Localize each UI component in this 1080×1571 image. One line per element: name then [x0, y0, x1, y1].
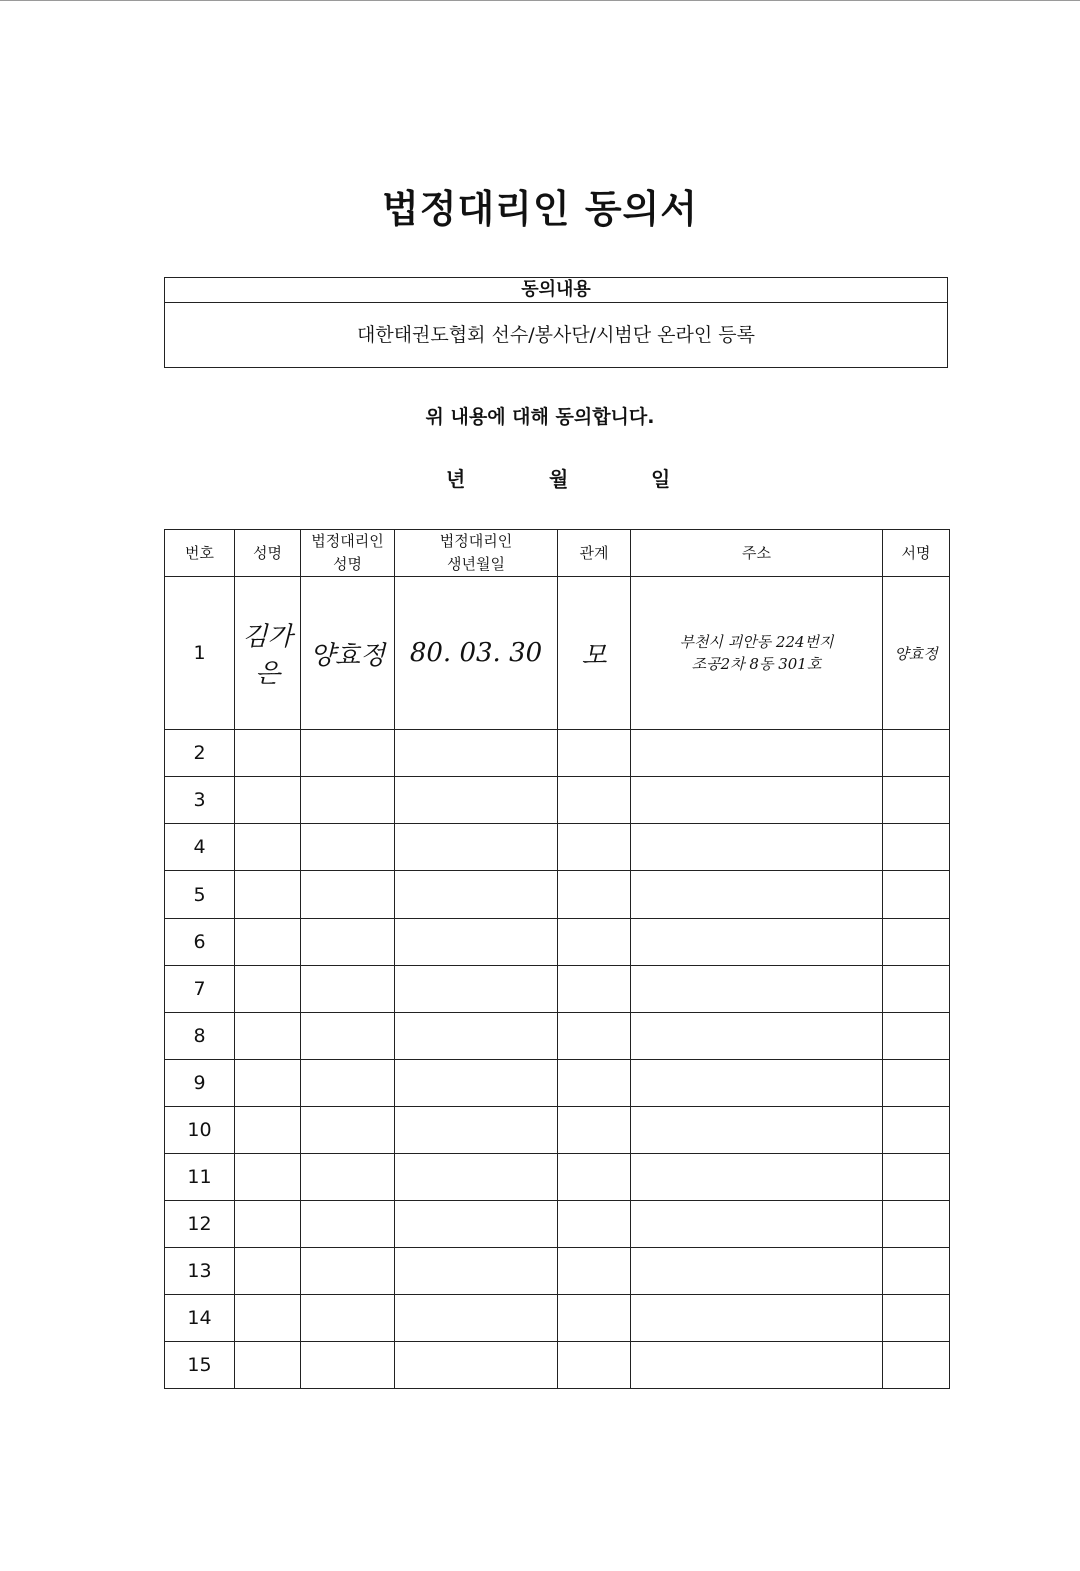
cell-name[interactable] [235, 730, 301, 777]
header-address: 주소 [631, 530, 883, 577]
header-name: 성명 [235, 530, 301, 577]
cell-relation[interactable] [558, 1294, 631, 1341]
cell-address[interactable] [631, 1059, 883, 1106]
table-row [165, 1200, 950, 1247]
cell-relation[interactable] [558, 1247, 631, 1294]
header-guardian-name-line1: 법정대리인 [311, 532, 384, 550]
cell-guardian-name[interactable] [301, 1294, 395, 1341]
cell-guardian-birth[interactable] [395, 824, 558, 871]
cell-relation[interactable] [558, 1059, 631, 1106]
cell-guardian-name[interactable] [301, 824, 395, 871]
header-guardian-birth [395, 530, 558, 577]
cell-address[interactable] [631, 1294, 883, 1341]
cell-name[interactable] [235, 1247, 301, 1294]
agree-statement: 위 내용에 대해 동의합니다. [425, 406, 655, 428]
handwritten-address-line1: 부천시 괴안동 224번지 [679, 633, 834, 652]
row-number: 12 [165, 1200, 235, 1247]
row-number: 5 [165, 871, 235, 918]
cell-guardian-birth[interactable] [395, 1294, 558, 1341]
cell-relation[interactable] [558, 824, 631, 871]
date-day-label: 일 [651, 467, 671, 491]
handwritten-address-line2: 조공2차 8동 301호 [691, 655, 822, 674]
cell-signature[interactable] [883, 1012, 950, 1059]
cell-relation[interactable] [558, 1012, 631, 1059]
header-signature: 서명 [883, 530, 950, 577]
cell-guardian-name[interactable] [301, 1012, 395, 1059]
cell-guardian-name[interactable] [301, 965, 395, 1012]
cell-name[interactable] [235, 918, 301, 965]
cell-address[interactable] [631, 1106, 883, 1153]
cell-relation[interactable] [558, 1153, 631, 1200]
table-row [165, 577, 950, 730]
cell-guardian-birth[interactable] [395, 871, 558, 918]
header-guardian-birth-line1: 법정대리인 [439, 532, 513, 550]
handwritten-signature-text: 양효정 [894, 645, 938, 664]
row-number: 10 [165, 1106, 235, 1153]
cell-guardian-birth[interactable] [395, 1341, 558, 1388]
table-row [165, 1059, 950, 1106]
cell-name[interactable] [235, 1059, 301, 1106]
cell-signature[interactable] [883, 871, 950, 918]
row-number: 9 [165, 1059, 235, 1106]
cell-address[interactable] [631, 730, 883, 777]
cell-name[interactable] [235, 1012, 301, 1059]
cell-signature[interactable] [883, 965, 950, 1012]
cell-signature[interactable] [883, 918, 950, 965]
cell-guardian-birth[interactable] [395, 1153, 558, 1200]
handwritten-guardian-name [301, 577, 395, 730]
cell-name[interactable] [235, 1294, 301, 1341]
cell-address[interactable] [631, 1012, 883, 1059]
cell-guardian-name[interactable] [301, 1247, 395, 1294]
row-number: 11 [165, 1153, 235, 1200]
cell-guardian-birth[interactable] [395, 777, 558, 824]
header-guardian-birth-line2: 생년월일 [447, 555, 505, 573]
cell-name[interactable] [235, 1106, 301, 1153]
row-number: 2 [165, 730, 235, 777]
cell-guardian-birth[interactable] [395, 1106, 558, 1153]
handwritten-guardian-birth-text: 80. 03. 30 [409, 638, 543, 669]
handwritten-name-text: 김가은 [242, 622, 293, 690]
cell-guardian-name[interactable] [301, 1106, 395, 1153]
cell-name[interactable] [235, 871, 301, 918]
cell-guardian-name[interactable] [301, 1059, 395, 1106]
cell-address[interactable] [631, 918, 883, 965]
cell-address[interactable] [631, 965, 883, 1012]
handwritten-guardian-name-text: 양효정 [309, 640, 386, 671]
cell-guardian-birth[interactable] [395, 1059, 558, 1106]
table-row [165, 1294, 950, 1341]
cell-guardian-name[interactable] [301, 1153, 395, 1200]
row-number: 6 [165, 918, 235, 965]
table-row [165, 1341, 950, 1388]
table-row [165, 1153, 950, 1200]
cell-signature[interactable] [883, 1153, 950, 1200]
cell-signature[interactable] [883, 1106, 950, 1153]
consent-body: 대한태권도협회 선수/봉사단/시범단 온라인 등록 [356, 324, 755, 346]
cell-signature[interactable] [883, 824, 950, 871]
cell-name[interactable] [235, 1153, 301, 1200]
cell-relation[interactable] [558, 965, 631, 1012]
cell-guardian-name[interactable] [301, 777, 395, 824]
cell-guardian-birth[interactable] [395, 1247, 558, 1294]
cell-guardian-birth[interactable] [395, 918, 558, 965]
header-guardian-name-line2: 성명 [333, 555, 362, 573]
cell-address[interactable] [631, 777, 883, 824]
handwritten-guardian-birth [395, 577, 558, 730]
cell-guardian-birth[interactable] [395, 965, 558, 1012]
table-row [165, 918, 950, 965]
cell-relation[interactable] [558, 918, 631, 965]
cell-name[interactable] [235, 965, 301, 1012]
table-row [165, 1247, 950, 1294]
top-rule [0, 0, 1080, 1]
cell-address[interactable] [631, 1247, 883, 1294]
table-row [165, 871, 950, 918]
handwritten-relation [558, 577, 631, 730]
cell-relation[interactable] [558, 1200, 631, 1247]
table-row [165, 965, 950, 1012]
cell-relation[interactable] [558, 1341, 631, 1388]
row-number: 1 [165, 577, 235, 730]
cell-guardian-name[interactable] [301, 1341, 395, 1388]
cell-address[interactable] [631, 1153, 883, 1200]
date-year-label: 년 [446, 467, 466, 491]
table-row [165, 1106, 950, 1153]
header-relation: 관계 [558, 530, 631, 577]
handwritten-signature [883, 577, 950, 730]
row-number: 15 [165, 1341, 235, 1388]
cell-signature[interactable] [883, 730, 950, 777]
table-header-row [165, 530, 950, 577]
document-title: 법정대리인 동의서 [382, 187, 698, 231]
cell-name[interactable] [235, 777, 301, 824]
row-number: 14 [165, 1294, 235, 1341]
cell-address[interactable] [631, 871, 883, 918]
cell-guardian-birth[interactable] [395, 730, 558, 777]
row-number: 3 [165, 777, 235, 824]
row-number: 13 [165, 1247, 235, 1294]
table-row [165, 777, 950, 824]
cell-relation[interactable] [558, 777, 631, 824]
cell-name[interactable] [235, 824, 301, 871]
cell-guardian-birth[interactable] [395, 1200, 558, 1247]
cell-relation[interactable] [558, 1106, 631, 1153]
cell-guardian-birth[interactable] [395, 1012, 558, 1059]
consent-box [164, 277, 948, 368]
table-row [165, 824, 950, 871]
cell-relation[interactable] [558, 871, 631, 918]
handwritten-name [235, 577, 301, 730]
cell-relation[interactable] [558, 730, 631, 777]
cell-guardian-name[interactable] [301, 871, 395, 918]
handwritten-address [631, 577, 883, 730]
date-month-label: 월 [549, 467, 569, 491]
row-number: 8 [165, 1012, 235, 1059]
cell-signature[interactable] [883, 1247, 950, 1294]
cell-guardian-name[interactable] [301, 730, 395, 777]
cell-address[interactable] [631, 1341, 883, 1388]
cell-signature[interactable] [883, 1341, 950, 1388]
table-row [165, 1012, 950, 1059]
cell-address[interactable] [631, 1200, 883, 1247]
cell-address[interactable] [631, 824, 883, 871]
cell-signature[interactable] [883, 1059, 950, 1106]
cell-name[interactable] [235, 1200, 301, 1247]
table-row [165, 730, 950, 777]
cell-signature[interactable] [883, 1294, 950, 1341]
header-guardian-name [301, 530, 395, 577]
row-number: 4 [165, 824, 235, 871]
cell-signature[interactable] [883, 777, 950, 824]
handwritten-relation-text: 모 [581, 640, 607, 671]
cell-signature[interactable] [883, 1200, 950, 1247]
row-number: 7 [165, 965, 235, 1012]
header-no: 번호 [165, 530, 235, 577]
cell-name[interactable] [235, 1341, 301, 1388]
consent-header: 동의내용 [165, 278, 947, 303]
cell-guardian-name[interactable] [301, 918, 395, 965]
roster-table [164, 529, 950, 1389]
cell-guardian-name[interactable] [301, 1200, 395, 1247]
